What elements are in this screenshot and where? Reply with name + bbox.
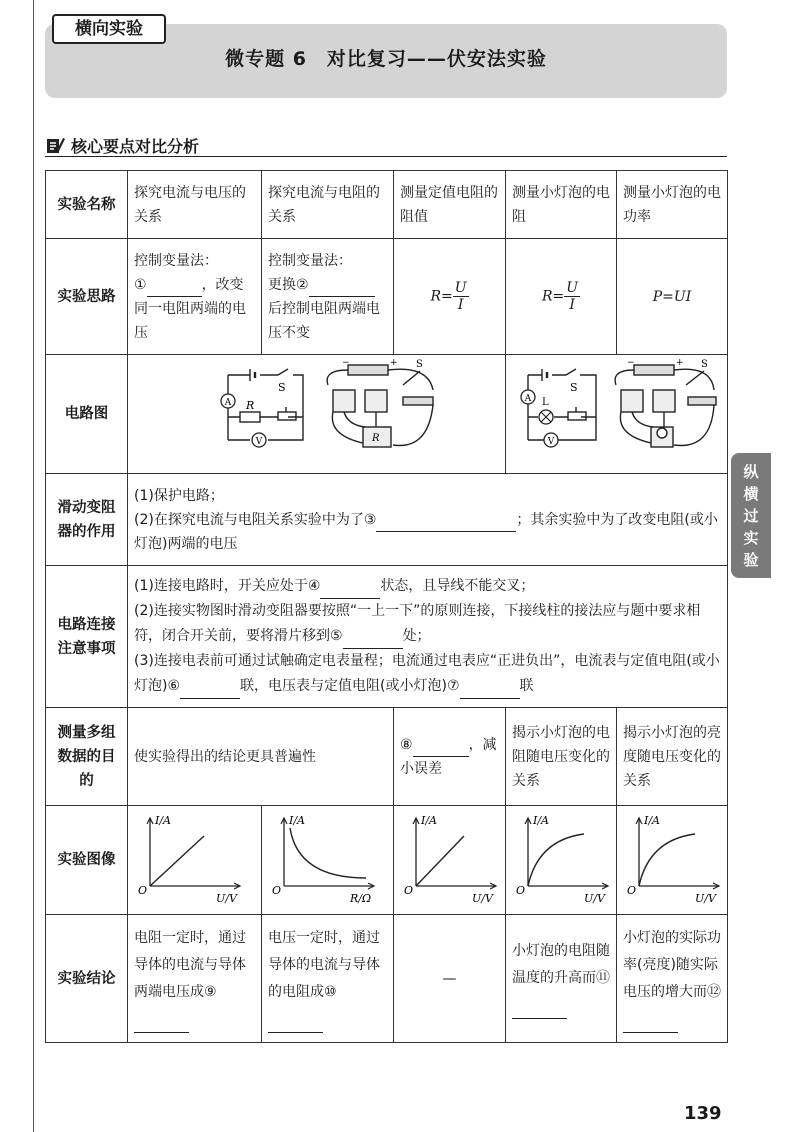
experiment-3-name: 测量定值电阻的阻值 xyxy=(394,171,506,239)
fraction-den: I xyxy=(569,297,575,313)
conclusion-5-text: 小灯泡的实际功率(亮度)随实际电压的增大而⑫ xyxy=(623,929,721,1000)
fraction-u-over-i xyxy=(453,280,469,313)
side-tab-char: 验 xyxy=(743,551,759,569)
blank-12 xyxy=(623,1014,678,1033)
graph-1 xyxy=(128,806,248,906)
row-conclusion xyxy=(46,915,728,1043)
experiment-5-name: 测量小灯泡的电功率 xyxy=(617,171,728,239)
blank-11 xyxy=(512,1000,567,1019)
switch-label: S xyxy=(570,381,578,394)
blank-2 xyxy=(309,278,375,297)
formula-lhs: R= xyxy=(541,288,565,305)
idea-2-method: 控制变量法： xyxy=(268,252,352,269)
blank-1 xyxy=(147,278,202,297)
resistor-label: R xyxy=(246,399,255,412)
page-margin-rule xyxy=(33,0,34,1132)
purpose-3-tail: ，减小误差 xyxy=(400,736,497,777)
graph-4 xyxy=(506,806,616,906)
graph-cell-5 xyxy=(617,806,728,915)
side-tab-text xyxy=(731,461,771,571)
graph-cell-3 xyxy=(394,806,506,915)
graph-cell-1 xyxy=(128,806,262,915)
row-head-idea: 实验思路 xyxy=(46,239,128,355)
blank-8-mark: ⑧ xyxy=(400,736,413,753)
voltmeter-label: V xyxy=(255,437,263,447)
notes-2-pre: (2)连接实物图时滑动变阻器要按照“一上一下”的原则连接，下接线柱的接法应与题中要求相符，闭合开关前，要将滑片移到⑤ xyxy=(134,603,701,644)
data-curve xyxy=(290,828,366,878)
experiment-1-name: 探究电流与电压的关系 xyxy=(128,171,262,239)
ammeter-label: A xyxy=(224,398,232,408)
lamp-label: L xyxy=(542,397,549,408)
graph-5 xyxy=(617,806,727,906)
origin-label: O xyxy=(516,884,526,897)
side-tab-char: 实 xyxy=(743,529,759,547)
purpose-cell-5: 揭示小灯泡的亮度随电压变化的关系 xyxy=(617,708,728,806)
experiment-4-name: 测量小灯泡的电阻 xyxy=(506,171,617,239)
idea-1-method: 控制变量法： xyxy=(134,252,218,269)
row-head-name: 实验名称 xyxy=(46,171,128,239)
data-curve xyxy=(528,834,584,886)
voltmeter-label: V xyxy=(547,437,555,447)
blank-7 xyxy=(460,680,520,699)
row-head-notes: 电路连接注意事项 xyxy=(46,566,128,708)
graph-3 xyxy=(394,806,504,906)
graph-2 xyxy=(262,806,382,906)
row-head-rheostat: 滑动变阻器的作用 xyxy=(46,474,128,566)
pen-note-icon xyxy=(45,135,65,155)
blank-5 xyxy=(343,630,403,649)
y-axis-label: I/A xyxy=(289,814,305,827)
notes-1-pre: (1)连接电路时，开关应处于④ xyxy=(134,578,321,594)
circuit-cell-lamp xyxy=(506,355,728,474)
idea-cell-4 xyxy=(506,239,617,355)
y-axis-label: I/A xyxy=(421,814,437,827)
side-tab-char: 横 xyxy=(743,485,759,503)
notes-2-post: 处； xyxy=(402,628,431,644)
notes-1-post: 状态，且导线不能交叉； xyxy=(380,578,535,594)
data-curve xyxy=(150,836,204,886)
plus-sign: + xyxy=(676,358,684,368)
minus-sign: − xyxy=(627,358,635,368)
row-circuit xyxy=(46,355,728,474)
graph-cell-4 xyxy=(506,806,617,915)
switch-label-2: S xyxy=(701,359,708,370)
idea-cell-2 xyxy=(262,239,394,355)
comparison-table xyxy=(45,170,728,1043)
resistor-label-2: R xyxy=(372,433,380,444)
row-head-circuit: 电路图 xyxy=(46,355,128,474)
conclusion-cell-5 xyxy=(617,915,728,1043)
switch-label: S xyxy=(278,381,286,394)
row-name xyxy=(46,171,728,239)
row-head-graph: 实验图像 xyxy=(46,806,128,915)
section-header xyxy=(45,134,727,157)
blank-1-mark: ① xyxy=(134,276,147,293)
row-head-purpose: 测量多组数据的目的 xyxy=(46,708,128,806)
side-tab-char: 纵 xyxy=(743,463,759,481)
notes-3-mid: 联，电压表与定值电阻(或小灯泡)⑦ xyxy=(240,678,460,694)
page-number: 139 xyxy=(684,1103,722,1124)
blank-9 xyxy=(134,1014,189,1033)
x-axis-label: U/V xyxy=(584,892,605,905)
fraction-num: U xyxy=(454,280,467,296)
experiment-2-name: 探究电流与电阻的关系 xyxy=(262,171,394,239)
side-tab xyxy=(731,453,771,578)
row-head-conclusion: 实验结论 xyxy=(46,915,128,1043)
blank-10 xyxy=(268,1014,323,1033)
origin-label: O xyxy=(627,884,637,897)
conclusion-cell-3: — xyxy=(394,915,506,1043)
purpose-cell-12: 使实验得出的结论更具普遍性 xyxy=(128,708,394,806)
conclusion-2-text: 电压一定时，通过导体的电流与导体的电阻成⑩ xyxy=(268,929,380,1000)
x-axis-label: R/Ω xyxy=(350,892,372,905)
blank-8 xyxy=(413,738,469,757)
purpose-cell-4: 揭示小灯泡的电阻随电压变化的关系 xyxy=(506,708,617,806)
idea-cell-5: P=UI xyxy=(617,239,728,355)
circuit-diagram-lamp xyxy=(506,355,728,465)
origin-label: O xyxy=(272,884,282,897)
formula-lhs: R= xyxy=(430,288,453,305)
fraction-u-over-i xyxy=(564,280,580,313)
rheostat-line-2-pre: (2)在探究电流与电阻关系实验中为了③ xyxy=(134,511,377,528)
blank-6 xyxy=(180,680,240,699)
switch-label-2: S xyxy=(416,359,423,370)
rheostat-line-2-post: ；其余实验中为了改变电阻(或小灯泡)两端的电压 xyxy=(134,511,718,552)
x-axis-label: U/V xyxy=(216,892,237,905)
conclusion-cell-4 xyxy=(506,915,617,1043)
row-purpose xyxy=(46,708,728,806)
x-axis-label: U/V xyxy=(472,892,493,905)
notes-3-pre: (3)连接电表前可通过试触确定电表量程；电流通过电表应“正进负出”，电流表与定值电阻(或小灯泡)⑥ xyxy=(134,653,720,694)
fraction-den: I xyxy=(457,297,464,313)
ammeter-label: A xyxy=(524,394,532,404)
idea-cell-3 xyxy=(394,239,506,355)
idea-1-tail: ，改变同一电阻两端的电压 xyxy=(134,276,246,341)
conclusion-cell-2 xyxy=(262,915,394,1043)
idea-2-tail: 后控制电阻两端电压不变 xyxy=(268,300,380,341)
data-curve xyxy=(639,834,695,886)
row-rheostat xyxy=(46,474,728,566)
origin-label: O xyxy=(404,884,414,897)
idea-cell-1 xyxy=(128,239,262,355)
conclusion-cell-1 xyxy=(128,915,262,1043)
y-axis-label: I/A xyxy=(644,814,660,827)
minus-sign: − xyxy=(342,358,350,368)
blank-4 xyxy=(320,580,380,599)
blank-3 xyxy=(376,513,516,532)
graph-cell-2 xyxy=(262,806,394,915)
row-graph xyxy=(46,806,728,915)
x-axis-label: U/V xyxy=(695,892,716,905)
notes-3-post: 联 xyxy=(519,678,534,694)
section-title: 核心要点对比分析 xyxy=(71,137,200,156)
side-tab-char: 过 xyxy=(743,507,759,525)
y-axis-label: I/A xyxy=(533,814,549,827)
row-notes xyxy=(46,566,728,708)
origin-label: O xyxy=(138,884,148,897)
plus-sign: + xyxy=(390,358,398,368)
rheostat-line-1: (1)保护电路； xyxy=(134,487,224,504)
page-title: 微专题 6 对比复习——伏安法实验 xyxy=(225,48,547,70)
circuit-cell-resistor xyxy=(128,355,506,474)
purpose-cell-3 xyxy=(394,708,506,806)
row-idea xyxy=(46,239,728,355)
circuit-diagram-resistor xyxy=(128,355,506,465)
fraction-num: U xyxy=(566,280,579,296)
conclusion-1-text: 电阻一定时，通过导体的电流与导体两端电压成⑨ xyxy=(134,929,246,1000)
idea-2-pre: 更换② xyxy=(268,276,309,293)
y-axis-label: I/A xyxy=(155,814,171,827)
tab-label: 横向实验 xyxy=(52,14,166,44)
data-curve xyxy=(416,836,464,886)
conclusion-4-text: 小灯泡的电阻随温度的升高而⑪ xyxy=(512,943,610,986)
rheostat-cell xyxy=(128,474,728,566)
notes-cell xyxy=(128,566,728,708)
